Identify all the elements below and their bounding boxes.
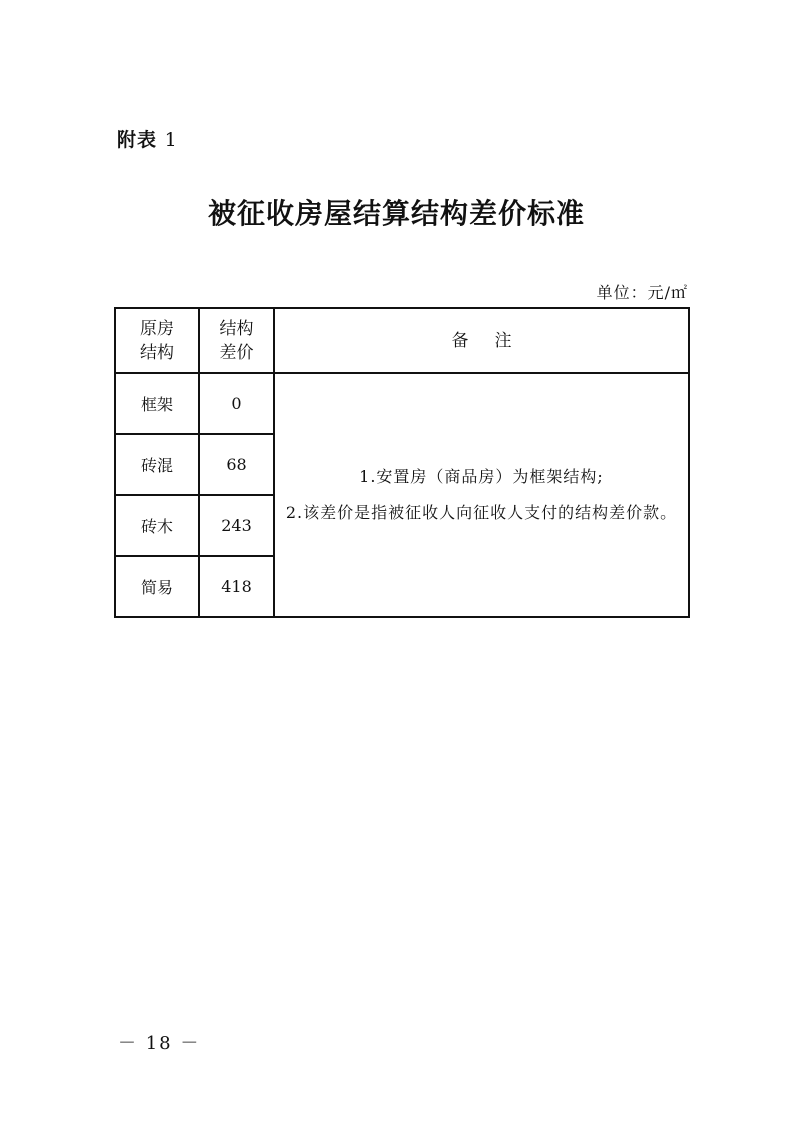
cell-structure: 砖混 [115, 434, 199, 495]
cell-structure: 砖木 [115, 495, 199, 556]
cell-price: 68 [199, 434, 274, 495]
table-row [115, 373, 689, 434]
header-original-structure-line1: 原房 [140, 318, 174, 339]
cell-remarks [274, 373, 689, 617]
attachment-label [117, 127, 178, 153]
header-price-diff-line1: 结构 [219, 318, 254, 339]
unit-note: 单位：元/㎡ [596, 283, 688, 302]
cell-price: 0 [199, 373, 274, 434]
table-header-row [115, 308, 689, 373]
header-price-diff-line2: 差价 [219, 342, 254, 363]
header-remarks-label: 备注 [451, 330, 538, 351]
remark-item: 2.该差价是指被征收人向征收人支付的结构差价款。 [285, 503, 678, 522]
structure-price-table [114, 307, 690, 618]
cell-structure: 简易 [115, 556, 199, 617]
document-title: 被征收房屋结算结构差价标准 [207, 197, 585, 230]
cell-price: 243 [199, 495, 274, 556]
header-remarks [274, 308, 689, 373]
header-original-structure-line2: 结构 [140, 342, 174, 363]
attachment-number: 1 [164, 129, 178, 151]
page-number: － 18 － [118, 1033, 201, 1054]
cell-price: 418 [199, 556, 274, 617]
attachment-label-text: 附表 [117, 129, 158, 151]
remark-item: 1.安置房（商品房）为框架结构; [359, 467, 604, 486]
header-structure-price-diff [199, 308, 274, 373]
cell-structure: 框架 [115, 373, 199, 434]
header-original-structure [115, 308, 199, 373]
